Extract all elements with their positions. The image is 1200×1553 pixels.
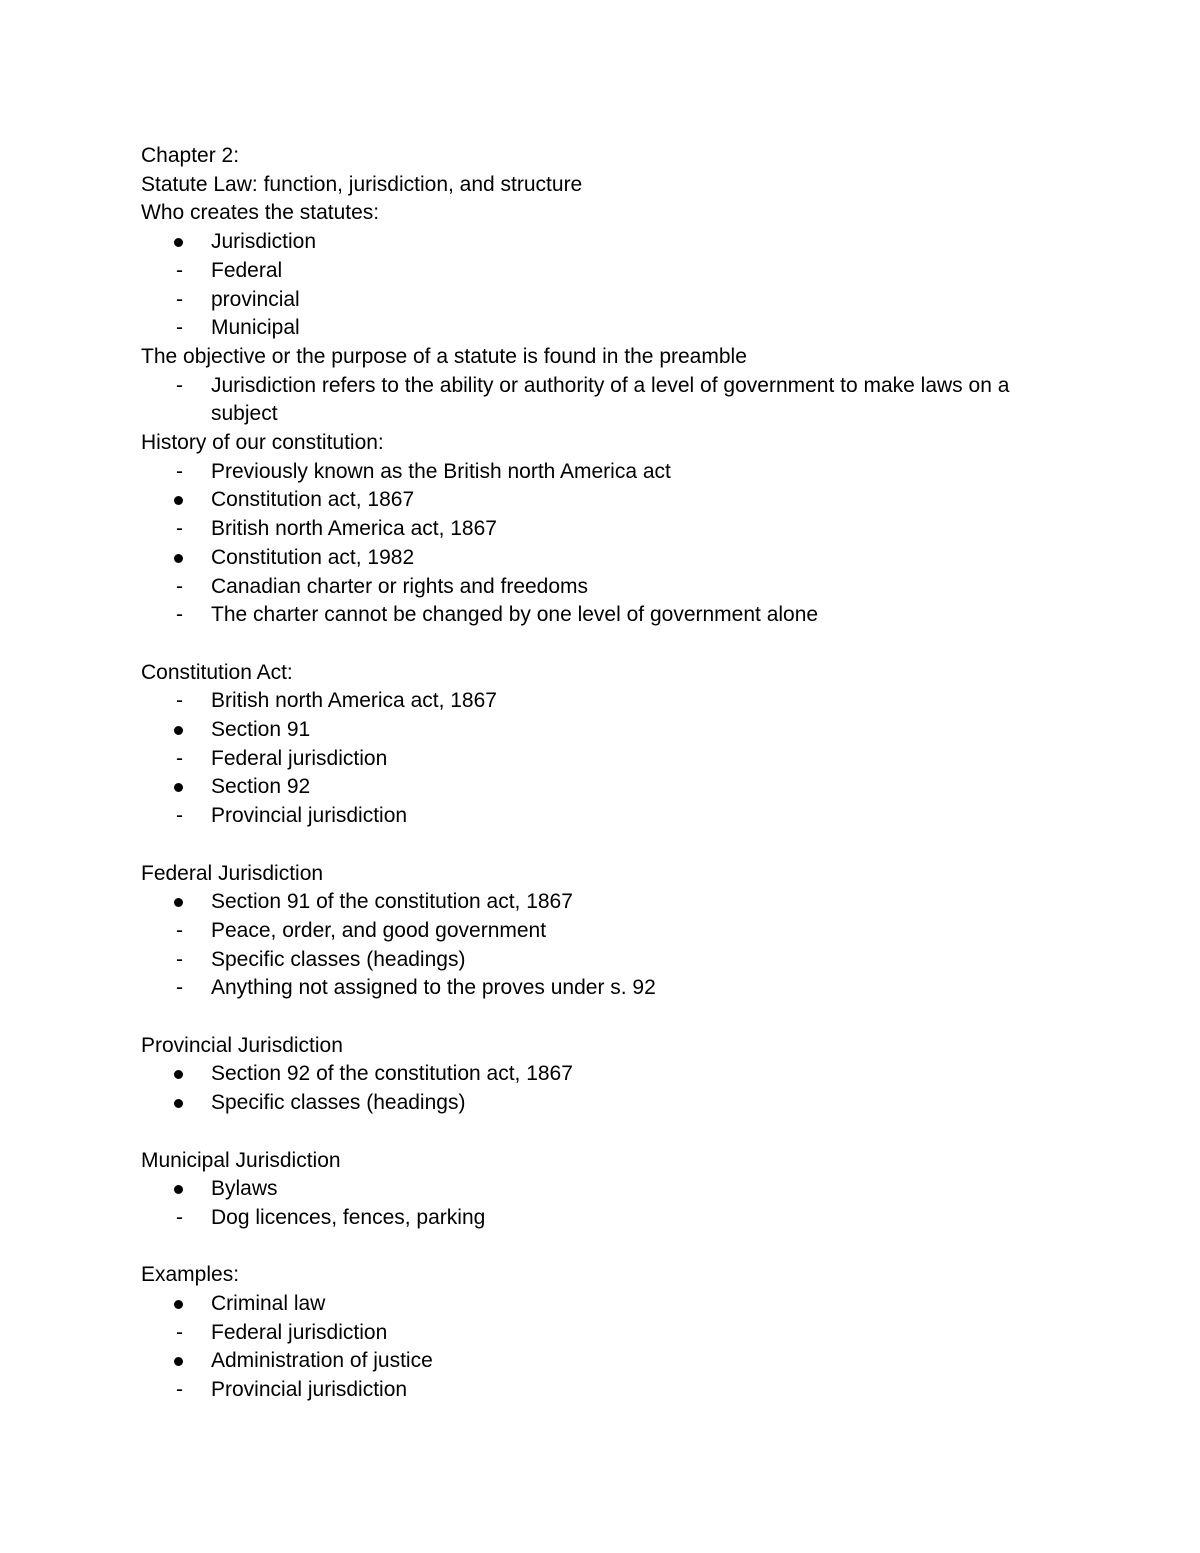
dash-list-item [141,687,1081,716]
bullet-list-item [141,544,1081,573]
dash-list-item [141,974,1081,1003]
list-item-text: Provincial jurisdiction [211,804,408,828]
list-item-text: provincial [211,287,300,311]
list-item-text: Federal [211,258,283,282]
paragraph-line: Examples: [141,1263,240,1287]
list-item-text: Specific classes (headings) [211,947,466,971]
blank-line [141,1233,1081,1262]
list-item-text: Jurisdiction refers to the ability or authority of a level of government to make laws on a subject [211,373,1010,426]
list-item-text: Constitution act, 1982 [211,545,415,569]
dash-list-item [141,314,1081,343]
list-item-text: Dog licences, fences, parking [211,1205,486,1229]
paragraph-line: Who creates the statutes: [141,201,380,225]
dash-list-item [141,917,1081,946]
list-item-text: Provincial jurisdiction [211,1378,408,1402]
bullet-list-item [141,716,1081,745]
dash-list-item [141,802,1081,831]
dash-list-item [141,515,1081,544]
document-body [141,142,1081,1405]
bullet-list-item [141,486,1081,515]
dash-list-item [141,573,1081,602]
dash-list-item [141,372,1081,429]
bullet-list-item [141,773,1081,802]
paragraph-line: Chapter 2: [141,144,240,167]
list-item-text: Municipal [211,316,300,340]
list-item-text: Section 92 of the constitution act, 1867 [211,1062,573,1086]
bullet-list-item [141,888,1081,917]
list-item-text: Jurisdiction [211,230,317,254]
list-item-text: Bylaws [211,1177,278,1201]
bullet-list-item [141,1089,1081,1118]
list-item-text: Canadian charter or rights and freedoms [211,574,589,598]
dash-list-item [141,286,1081,315]
paragraph-line: History of our constitution: [141,431,384,455]
list-item-text: British north America act, 1867 [211,517,497,541]
list-item-text: Anything not assigned to the proves under s. 92 [211,976,656,1000]
paragraph-line: Constitution Act: [141,660,293,684]
dash-list-item [141,1319,1081,1348]
paragraph-line: Federal Jurisdiction [141,861,324,885]
paragraph-line: Provincial Jurisdiction [141,1033,343,1057]
list-item-text: British north America act, 1867 [211,689,497,713]
dash-list-item [141,601,1081,630]
bullet-list-item [141,1175,1081,1204]
blank-line [141,1003,1081,1032]
blank-line [141,630,1081,659]
list-item-text: Section 92 [211,775,311,799]
list-item-text: Specific classes (headings) [211,1091,466,1115]
paragraph-line: Municipal Jurisdiction [141,1148,341,1172]
blank-line [141,1118,1081,1147]
bullet-list-item [141,1060,1081,1089]
dash-list-item [141,745,1081,774]
paragraph-line: Statute Law: function, jurisdiction, and structure [141,172,583,196]
list-item-text: Federal jurisdiction [211,1320,388,1344]
blank-line [141,831,1081,860]
list-item-text: Previously known as the British north America act [211,459,671,483]
dash-list-item [141,257,1081,286]
bullet-list-item [141,1290,1081,1319]
bullet-list-item [141,228,1081,257]
paragraph-line: The objective or the purpose of a statute is found in the preamble [141,344,747,368]
bullet-list-item [141,1347,1081,1376]
dash-list-item [141,1204,1081,1233]
list-item-text: Section 91 of the constitution act, 1867 [211,890,573,914]
list-item-text: Administration of justice [211,1349,433,1373]
dash-list-item [141,946,1081,975]
list-item-text: Federal jurisdiction [211,746,388,770]
list-item-text: Section 91 [211,718,311,742]
list-item-text: Constitution act, 1867 [211,488,415,512]
list-item-text: Criminal law [211,1292,326,1316]
list-item-text: The charter cannot be changed by one level of government alone [211,603,819,627]
dash-list-item [141,1376,1081,1405]
list-item-text: Peace, order, and good government [211,918,547,942]
dash-list-item [141,458,1081,487]
